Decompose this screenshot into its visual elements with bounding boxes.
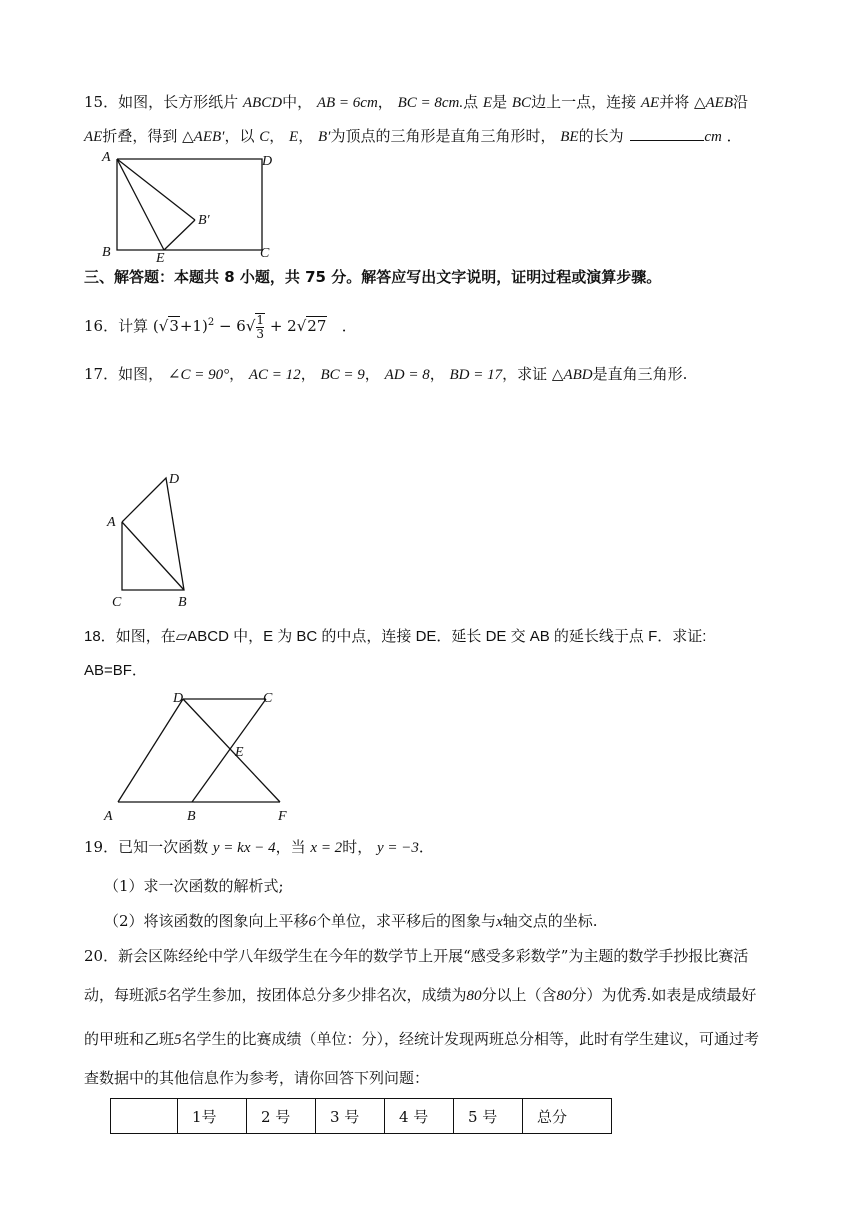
fig18-label-A: A [104,809,113,824]
q15-line2: AE折叠，得到 △AEB′，以 C， E， B′为顶点的三角形是直角三角形时， BE的长为 cm ． [84,124,742,147]
q20-line2: 动，每班派5名学生参加，按团体总分多少排名次，成绩为80分以上（含80分）为优秀.如表是成绩最好 [84,986,757,1004]
fig15-label-Bp: B′ [198,213,210,228]
fig18-label-D: D [173,691,184,706]
section-3-heading: 三、解答题：本题共 8 小题，共 75 分。解答应写出文字说明，证明过程或演算步骤。 [84,268,662,286]
table-header-cell: 3 号 [316,1099,385,1134]
fig17-label-A: A [107,515,116,530]
table-header-row [111,1099,612,1134]
fig18-label-C: C [263,691,273,706]
table-header-cell [111,1099,178,1134]
fig18-label-E: E [235,745,244,760]
fig15-label-B: B [102,245,111,260]
fig15-label-A: A [102,150,111,165]
answer-blank [630,124,704,141]
table-header-cell: 总分 [523,1099,612,1134]
q20-line4: 查数据中的其他信息作为参考，请你回答下列问题： [84,1069,430,1087]
q19-sub2: （2）将该函数的图象向上平移6个单位，求平移后的图象与x轴交点的坐标. [104,912,598,930]
q19-line: 19．已知一次函数 y = kx − 4，当 x = 2时， y = −3． [84,838,434,856]
fig15-label-D: D [262,154,273,169]
fig18-label-F: F [278,809,287,824]
table-header-cell: 2 号 [247,1099,316,1134]
q18-figure [100,688,300,824]
q20-line1: 20．新会区陈经纶中学八年级学生在今年的数学节上开展“感受多彩数学”为主题的数学手抄报比赛活 [84,947,749,965]
table-header-cell: 4 号 [385,1099,454,1134]
q17-figure [104,466,204,614]
q16-line: 16．计算 $(√3+1)^2 - 6√$ $\frac{1}{3}$ + 2√27 ． [84,313,357,341]
q18-line2: AB=BF． [84,662,147,679]
fig15-label-C: C [260,246,270,261]
fig17-label-C: C [112,595,122,610]
table-header-cell: 1号 [178,1099,247,1134]
q15-figure [98,148,288,264]
fig18-label-B: B [187,809,196,824]
q20-line3: 的甲班和乙班5名学生的比赛成绩（单位：分），经统计发现两班总分相等，此时有学生建议，可通过考 [84,1030,760,1048]
fig17-label-B: B [178,595,187,610]
q19-sub1: （1）求一次函数的解析式; [104,877,284,895]
fig15-label-E: E [156,251,165,264]
fig17-label-D: D [169,472,180,487]
q18-line1: 18．如图，在▱ABCD 中，E 为 BC 的中点，连接 DE．延长 DE 交 AB 的延长线于点 F．求证: [84,628,707,645]
q20-score-table [110,1098,612,1134]
q15-line1: 15．如图，长方形纸片 ABCD中， AB = 6cm， BC = 8cm.点 E是 BC边上一点，连接 AE并将 △AEB沿 [84,93,749,111]
table-header-cell: 5 号 [454,1099,523,1134]
q17-line: 17．如图， ∠C = 90°， AC = 12， BC = 9， AD = 8， BD = 17，求证 △ABD是直角三角形. [84,365,688,383]
